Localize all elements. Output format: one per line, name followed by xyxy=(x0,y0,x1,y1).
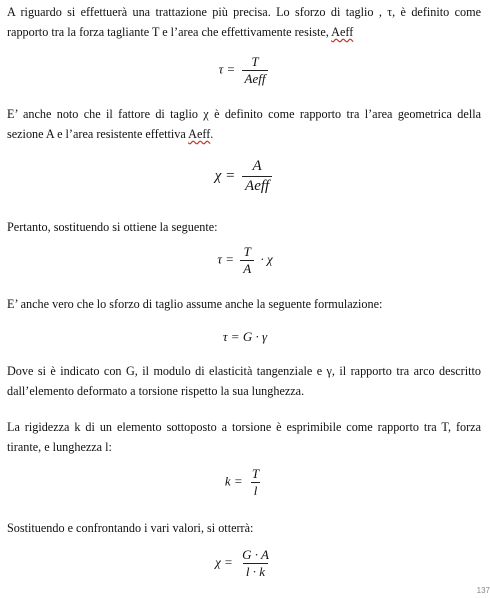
paragraph-compare: Sostituendo e confrontando i vari valori, si otterrà: xyxy=(7,521,254,535)
paragraph-shear-factor: E’ anche noto che il fattore di taglio χ è definito come rapporto tra l’area geometrica della sezione A e l’area resistente effettiva Aeff. xyxy=(7,107,481,141)
page-number: 137 xyxy=(476,586,490,595)
paragraph-substitution: Pertanto, sostituendo si ottiene la seguente: xyxy=(7,220,218,234)
paragraph-alt-formulation: E’ anche vero che lo sforzo di taglio assume anche la seguente formulazione: xyxy=(7,297,383,311)
paragraph-intro: A riguardo si effettuerà una trattazione più precisa. Lo sforzo di taglio , τ, è definito come rapporto tra la forza tagliante T e l’area che effettivamente resiste, Aeff xyxy=(7,5,481,39)
paragraph-stiffness: La rigidezza k di un elemento sottoposto a torsione è esprimibile come rapporto tra T, forza tirante, e lunghezza l: xyxy=(7,420,481,454)
equation-tau-chi: τ = $\frac{T}{A}$ · χ xyxy=(217,244,273,276)
equation-tau-definition: τ = $\frac{T}{\text{Aeff}}$ xyxy=(0,55,490,86)
paragraph-g-gamma: Dove si è indicato con G, il modulo di elasticità tangenziale e γ, il rapporto tra arco descritto dall’elemento deformato a torsione rispetto la sua lunghezza. xyxy=(7,364,481,398)
equation-k: k = $\frac{T}{l}$ xyxy=(224,466,260,498)
spellcheck-aeff: Aeff xyxy=(331,25,354,39)
equation-tau-g-gamma: τ = G · γ xyxy=(222,329,268,344)
equation-chi-definition: χ = $\frac{A}{\text{Aeff}}$ xyxy=(0,158,490,195)
equation-chi-result: χ = $\frac{G \cdot A}{l \cdot k}$ xyxy=(215,547,269,579)
